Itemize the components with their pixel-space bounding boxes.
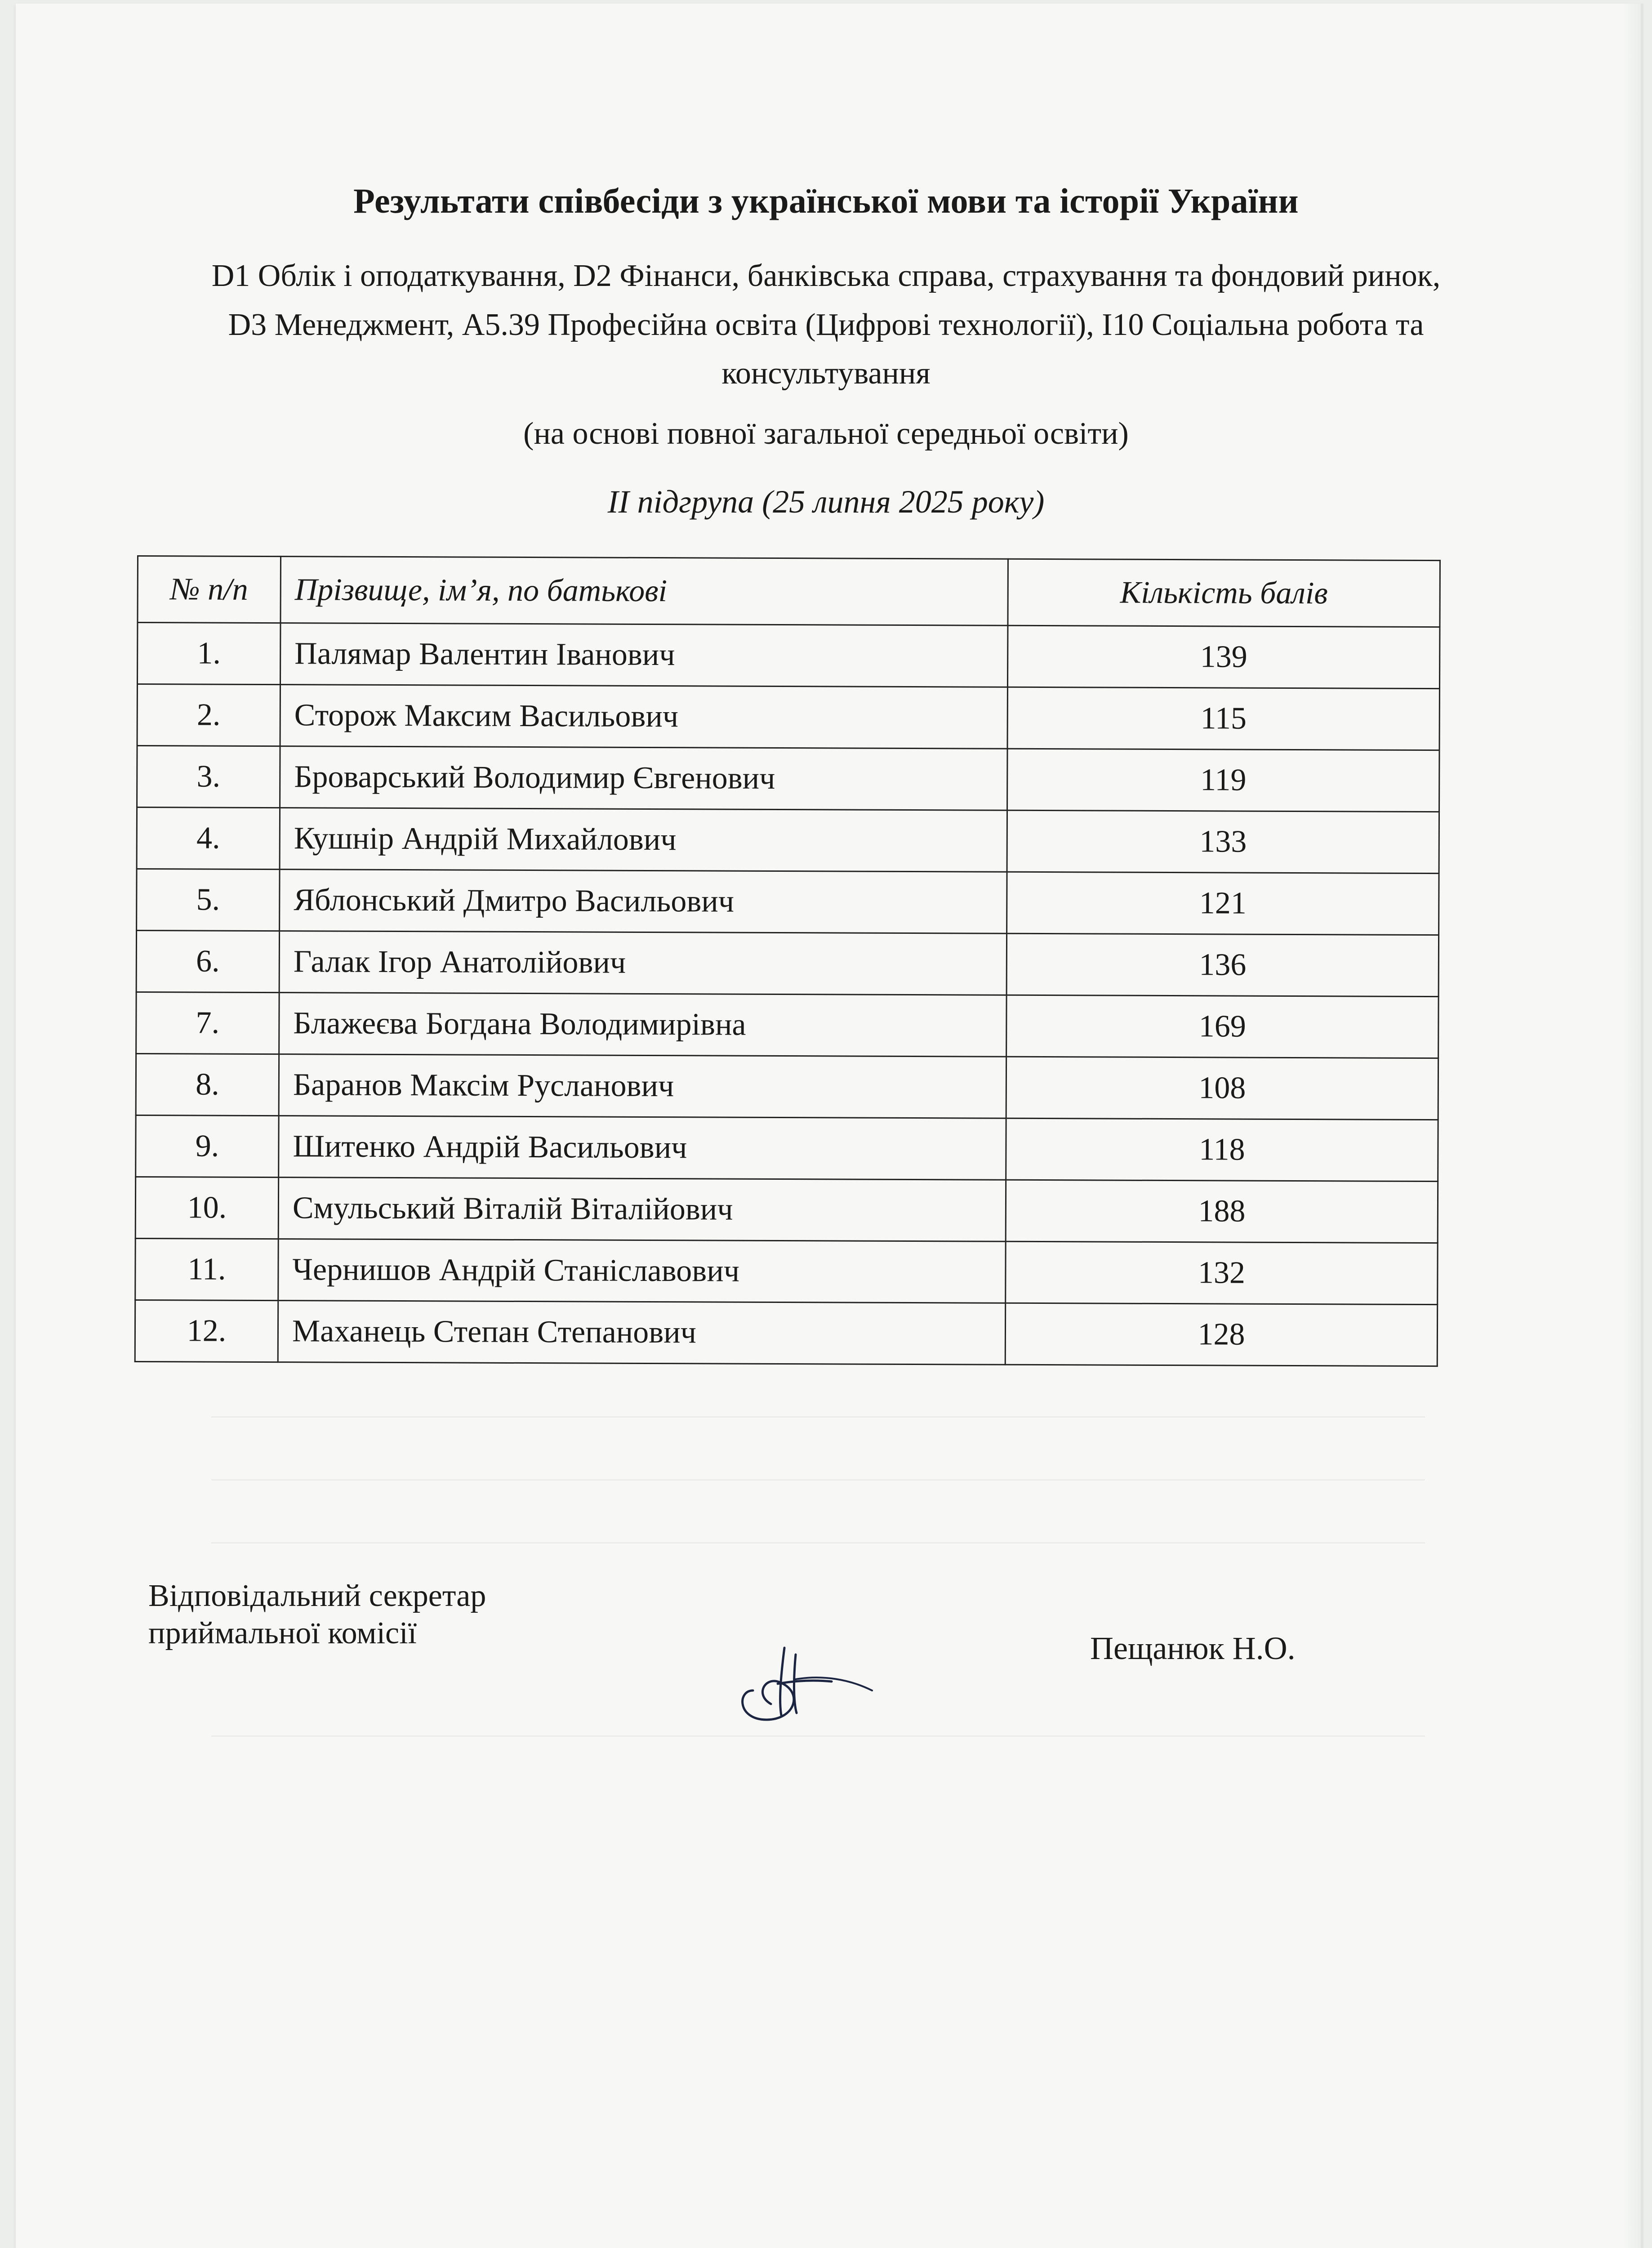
- bleed-through-line: [211, 1735, 1425, 1737]
- row-number: 12.: [135, 1300, 278, 1362]
- row-score: 115: [1007, 687, 1439, 750]
- table-row: [135, 1177, 1438, 1243]
- row-number: 10.: [135, 1177, 278, 1239]
- table-row: [137, 746, 1439, 812]
- specialties-line: D1 Облік і оподаткування, D2 Фінанси, банківська справа, страхування та фондовий ринок,: [211, 259, 1441, 293]
- table-row: [137, 807, 1439, 874]
- bleed-through-line: [211, 1416, 1425, 1418]
- secretary-title-line1: Відповідальний секретар: [148, 1579, 486, 1613]
- row-score: 118: [1006, 1118, 1438, 1181]
- row-name: Яблонський Дмитро Васильович: [280, 870, 1007, 934]
- row-number: 7.: [136, 992, 279, 1054]
- row-name: Шитенко Андрій Васильович: [279, 1116, 1006, 1180]
- table-header-row: [138, 556, 1440, 627]
- row-name: Палямар Валентин Іванович: [280, 623, 1007, 687]
- row-score: 139: [1007, 625, 1439, 688]
- row-score: 128: [1005, 1303, 1437, 1366]
- row-score: 108: [1006, 1057, 1438, 1120]
- row-name: Кушнір Андрій Михайлович: [280, 808, 1007, 872]
- subgroup-date: ІІ підгрупа (25 липня 2025 року): [607, 484, 1045, 520]
- row-score: 188: [1006, 1180, 1438, 1243]
- header-full-name: Прізвище, ім’я, по батькові: [281, 557, 1008, 626]
- handwritten-signature: [728, 1637, 877, 1731]
- row-name: Баранов Максім Русланович: [279, 1054, 1006, 1119]
- bleed-through-line: [211, 1479, 1425, 1481]
- secretary-title-line2: приймальної комісії: [148, 1616, 417, 1650]
- row-name: Смульський Віталій Віталійович: [278, 1178, 1006, 1242]
- row-score: 136: [1006, 933, 1438, 996]
- specialties-line: консультування: [721, 356, 931, 391]
- row-name: Чернишов Андрій Станіславович: [278, 1239, 1006, 1303]
- row-score: 121: [1007, 872, 1439, 935]
- row-score: 133: [1007, 810, 1439, 873]
- specialties-line: D3 Менеджмент, А5.39 Професійна освіта (Цифрові технології), І10 Соціальна робота та: [228, 307, 1424, 342]
- table-row: [136, 992, 1438, 1058]
- table-row: [136, 1053, 1438, 1120]
- row-score: 169: [1006, 995, 1438, 1058]
- row-number: 1.: [137, 623, 280, 685]
- row-number: 5.: [137, 869, 280, 931]
- table-row: [136, 1115, 1438, 1181]
- signer-name: Пещанюк Н.О.: [1090, 1630, 1296, 1666]
- document-title: Результати співбесіди з української мови та історії України: [353, 181, 1299, 220]
- table-row: [135, 1238, 1438, 1304]
- row-number: 3.: [137, 746, 280, 808]
- page-edge: [1623, 4, 1641, 2248]
- education-basis: (на основі повної загальної середньої освіти): [523, 416, 1129, 451]
- header-number: № п/п: [138, 556, 281, 623]
- row-number: 8.: [136, 1053, 279, 1115]
- table-row: [137, 684, 1439, 750]
- row-number: 6.: [136, 931, 279, 993]
- bleed-through-line: [211, 1542, 1425, 1543]
- row-name: Броварський Володимир Євгенович: [280, 746, 1007, 811]
- table-row: [135, 1300, 1437, 1366]
- row-number: 9.: [136, 1115, 279, 1177]
- row-name: Сторож Максим Васильович: [280, 685, 1007, 749]
- table-row: [136, 931, 1438, 997]
- results-table: [134, 555, 1441, 1367]
- row-number: 4.: [137, 807, 280, 870]
- row-number: 2.: [137, 684, 280, 746]
- row-score: 119: [1007, 749, 1439, 812]
- row-name: Блажеєва Богдана Володимирівна: [279, 993, 1006, 1057]
- header-score: Кількість балів: [1008, 559, 1440, 627]
- row-score: 132: [1006, 1241, 1438, 1304]
- row-number: 11.: [135, 1238, 278, 1300]
- row-name: Галак Ігор Анатолійович: [279, 931, 1006, 995]
- specialties-list: [148, 252, 1504, 398]
- row-name: Маханець Степан Степанович: [278, 1301, 1005, 1365]
- table-row: [137, 869, 1439, 935]
- table-row: [137, 623, 1439, 689]
